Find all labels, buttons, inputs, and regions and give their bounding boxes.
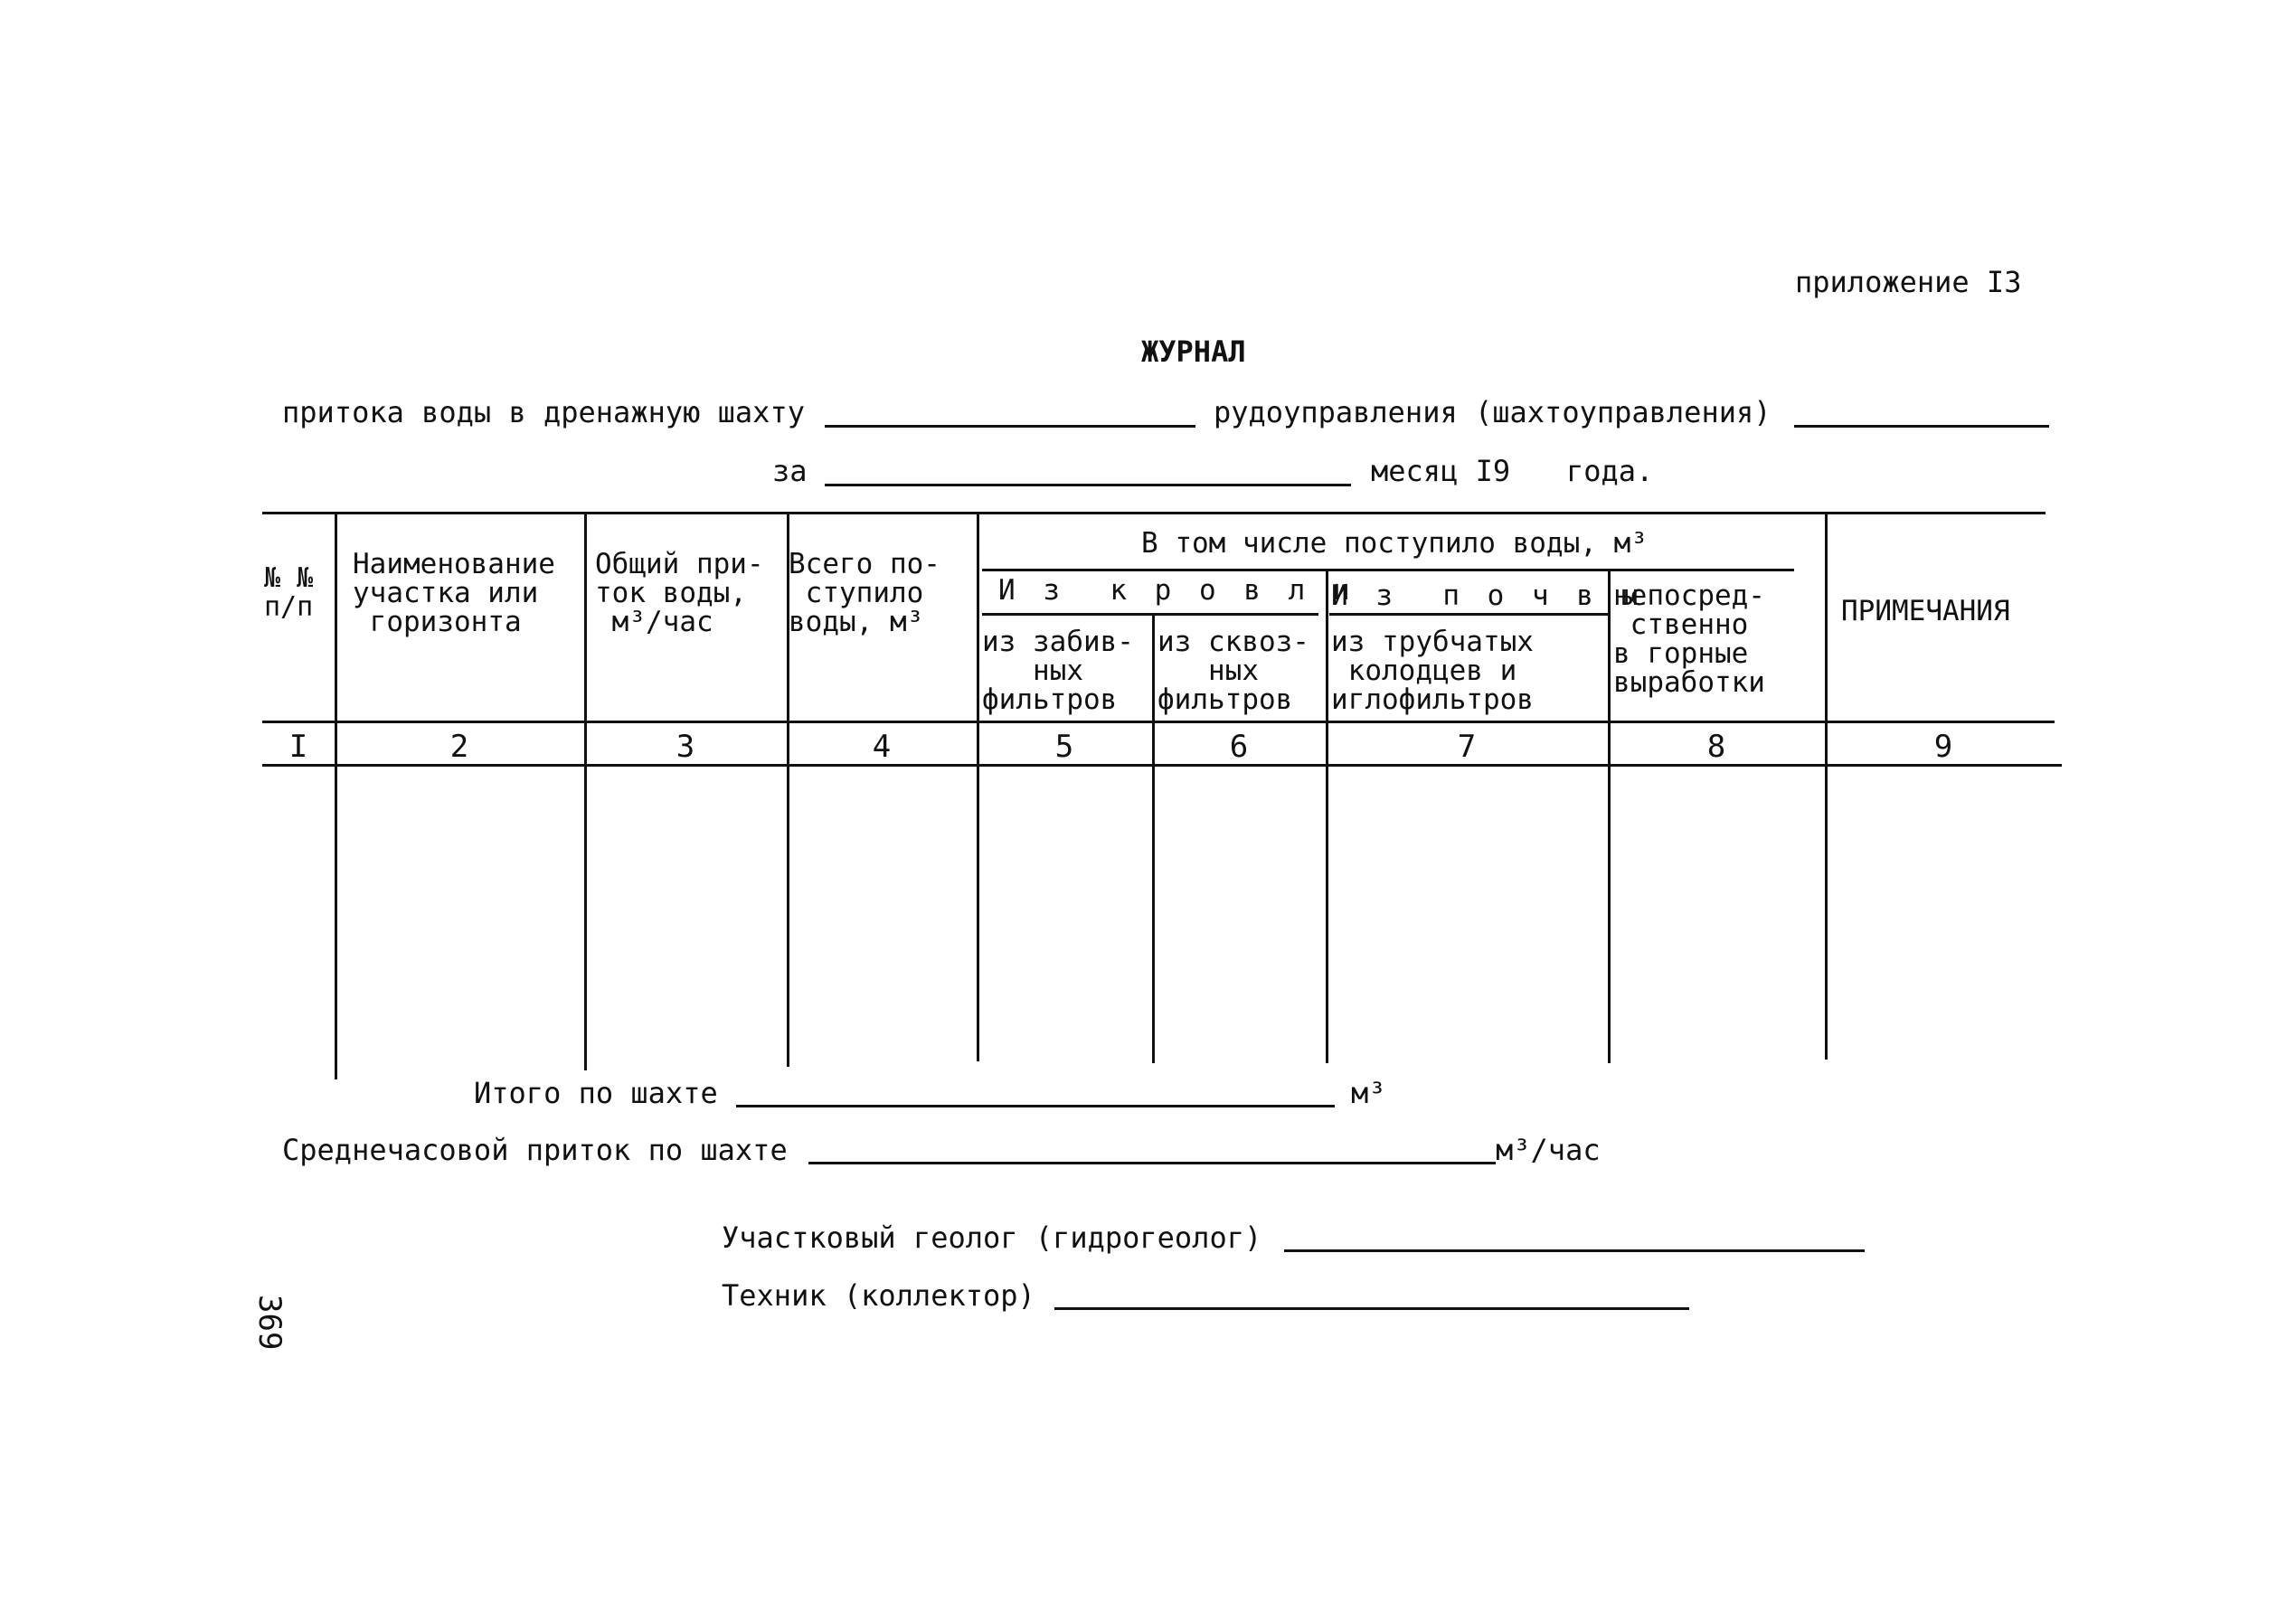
col-number-7: 7 — [1457, 729, 1477, 765]
roof-header: И з к р о в л и — [998, 574, 1356, 607]
hourly-label: Среднечасовой приток по шахте — [282, 1133, 788, 1167]
col-divider-4 — [977, 512, 979, 1061]
col5-header: из забив- ных фильтров — [982, 626, 1134, 716]
subtitle-za: за — [772, 454, 808, 488]
technician-label: Техник (коллектор) — [722, 1278, 1035, 1313]
col-number-5: 5 — [1054, 729, 1074, 765]
direct-header: непосред- ственно в горные выработки — [1613, 580, 1765, 699]
col-number-8: 8 — [1706, 729, 1726, 765]
col3-header: Общий при- ток воды, м³/час — [595, 548, 764, 638]
mine-blank-line — [825, 425, 1195, 428]
col9-header: ПРИМЕЧАНИЯ — [1841, 595, 2010, 627]
subtitle-month: месяц I9 — [1371, 454, 1511, 488]
col-divider-7 — [1608, 569, 1611, 1063]
technician-signature-line — [1054, 1307, 1689, 1310]
total-unit: м³ — [1351, 1076, 1386, 1110]
soil-divider-line — [1329, 613, 1610, 616]
appendix-label: приложение I3 — [1795, 265, 2022, 299]
roof-divider-line — [982, 613, 1318, 616]
col2-header: Наименование участка или горизонта — [353, 548, 555, 638]
col-number-4: 4 — [872, 729, 892, 765]
total-label: Итого по шахте — [474, 1076, 718, 1110]
document-title: ЖУРНАЛ — [1141, 335, 1246, 369]
group-divider-line — [982, 569, 1794, 571]
soil-header: И з п о ч в ы — [1331, 580, 1644, 612]
col-number-1: I — [288, 729, 308, 765]
hourly-unit: м³/час — [1496, 1133, 1601, 1167]
col7-header: из трубчатых колодцев и иглофильтров — [1331, 626, 1534, 716]
total-blank-line — [736, 1105, 1335, 1107]
col6-header: из сквоз- ных фильтров — [1157, 626, 1309, 716]
col-divider-6 — [1326, 569, 1328, 1063]
page-number: 369 — [251, 1295, 288, 1351]
col-divider-5 — [1152, 613, 1155, 1063]
hourly-blank-line — [808, 1162, 1496, 1164]
table-top-line — [262, 512, 2046, 514]
col-number-3: 3 — [676, 729, 695, 765]
col-number-9: 9 — [1933, 729, 1953, 765]
col-number-6: 6 — [1229, 729, 1249, 765]
management-blank-line — [1794, 425, 2049, 428]
header-bottom-line — [262, 721, 2055, 723]
col1-header: № № п/п — [264, 562, 314, 623]
col4-header: Всего по- ступило воды, м³ — [789, 548, 940, 638]
month-blank-line — [825, 484, 1351, 486]
col-divider-1 — [335, 512, 337, 1079]
group-header: В том числе поступило воды, м³ — [1141, 527, 1648, 560]
col-number-2: 2 — [449, 729, 469, 765]
subtitle-middle: рудоуправления (шахтоуправления) — [1214, 395, 1772, 429]
col-divider-2 — [584, 512, 587, 1070]
subtitle-left: притока воды в дренажную шахту — [282, 395, 805, 429]
geologist-signature-line — [1284, 1249, 1865, 1252]
geologist-label: Участковый геолог (гидрогеолог) — [722, 1220, 1262, 1255]
subtitle-year: года. — [1566, 454, 1654, 488]
col-divider-8 — [1825, 512, 1828, 1060]
